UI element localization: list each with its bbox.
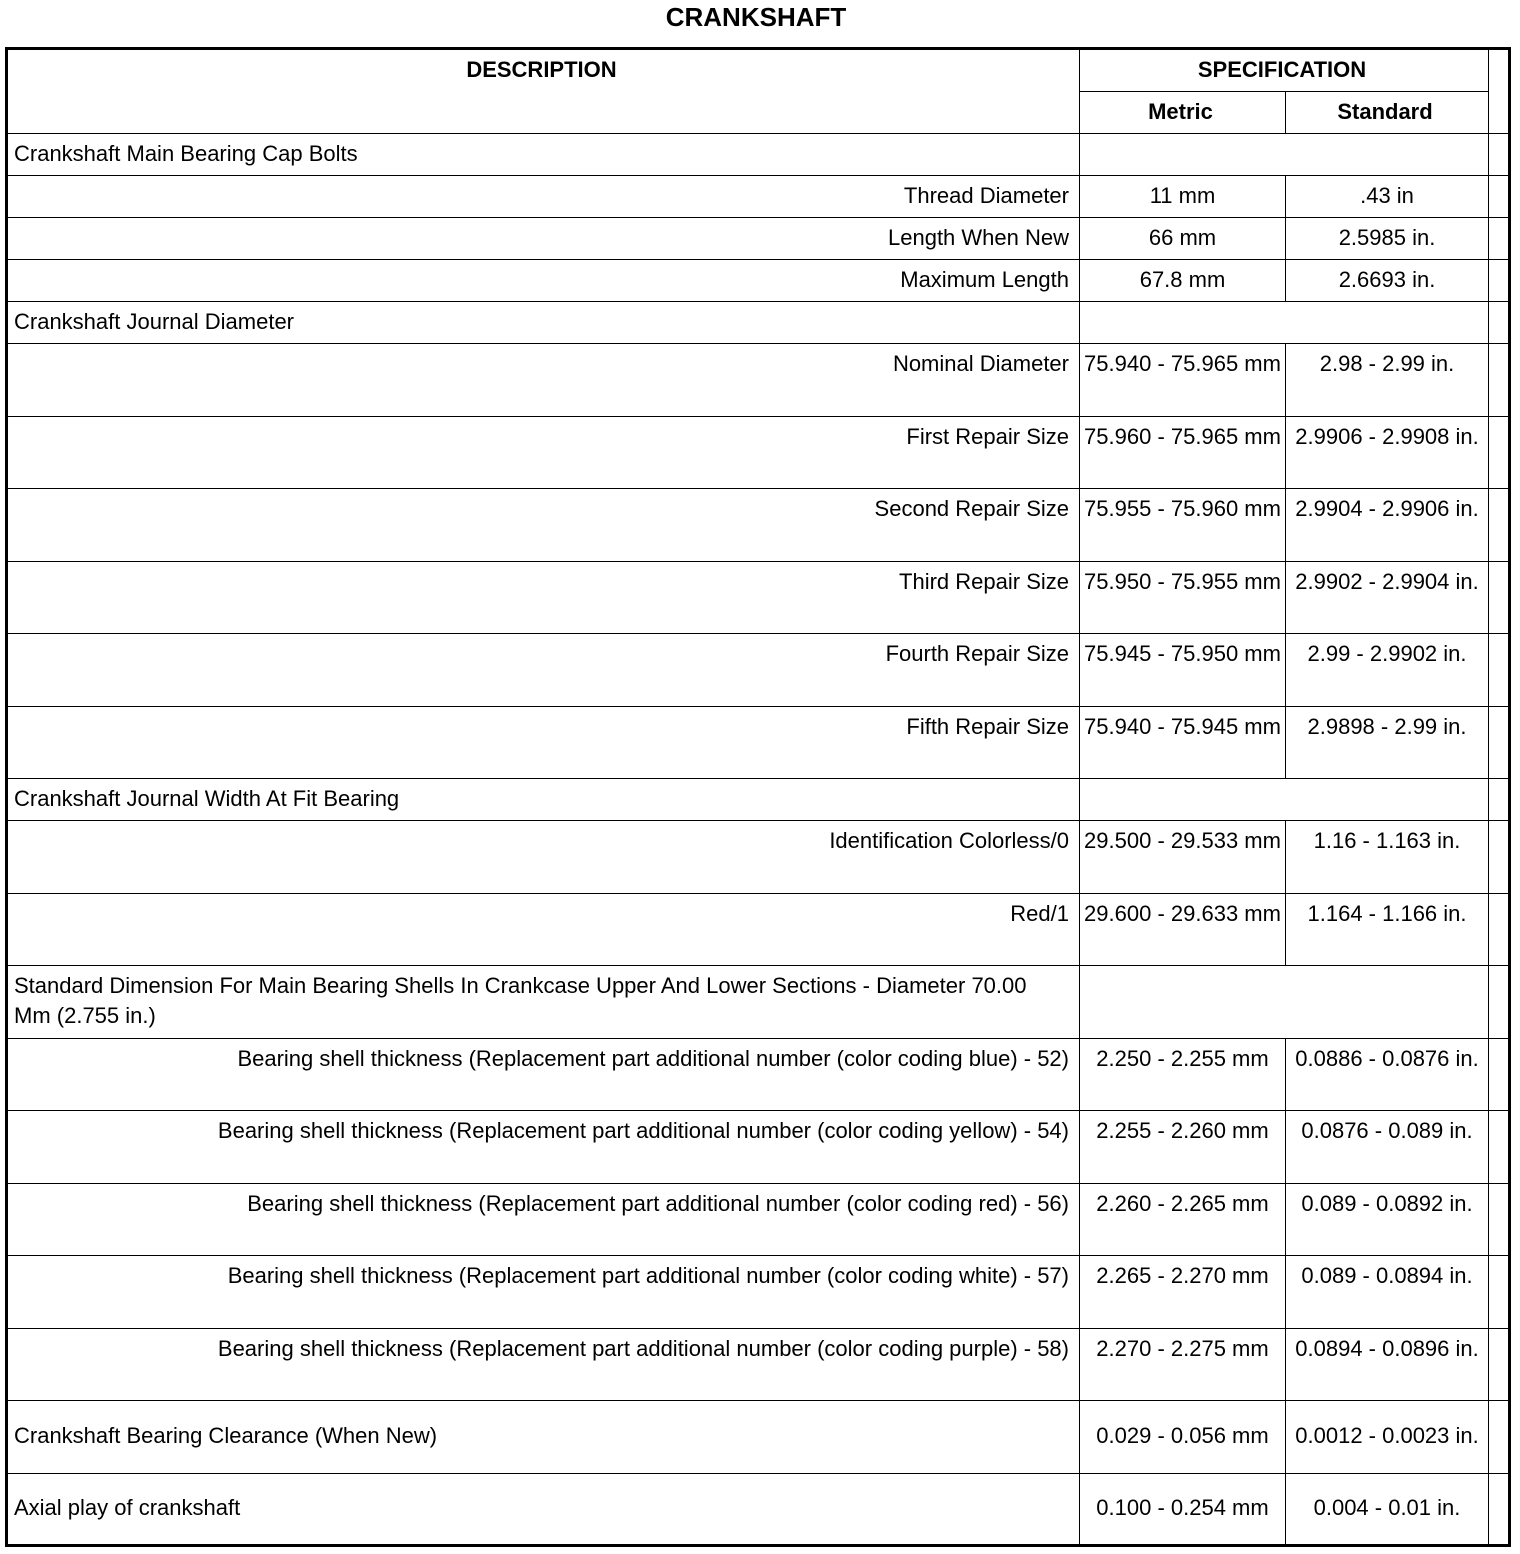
standard-value: 1.16 - 1.163 in. — [1286, 821, 1489, 894]
table-row — [7, 1328, 1510, 1401]
standard-value: 2.5985 in. — [1286, 218, 1489, 260]
description-cell: Standard Dimension For Main Bearing Shells In Crankcase Upper And Lower Sections - Diameter 70.00 Mm (2.755 in.) — [7, 966, 1080, 1039]
section-row — [7, 134, 1510, 176]
metric-value: 0.029 - 0.056 mm — [1080, 1401, 1286, 1474]
standard-value: 2.9898 - 2.99 in. — [1286, 706, 1489, 779]
description-cell: Thread Diameter — [7, 176, 1080, 218]
description-cell: Third Repair Size — [7, 561, 1080, 634]
description-cell: First Repair Size — [7, 416, 1080, 489]
spacer-cell — [1489, 218, 1510, 260]
standard-value: 2.9904 - 2.9906 in. — [1286, 489, 1489, 562]
description-cell: Crankshaft Journal Width At Fit Bearing — [7, 779, 1080, 821]
table-row — [7, 344, 1510, 417]
description-cell: Bearing shell thickness (Replacement part additional number (color coding purple) - 58) — [7, 1328, 1080, 1401]
standard-value: 0.0876 - 0.089 in. — [1286, 1111, 1489, 1184]
section-row — [7, 966, 1510, 1039]
metric-value: 75.960 - 75.965 mm — [1080, 416, 1286, 489]
spacer-cell — [1489, 706, 1510, 779]
description-cell: Crankshaft Journal Diameter — [7, 302, 1080, 344]
metric-value: 2.265 - 2.270 mm — [1080, 1256, 1286, 1329]
description-cell: Identification Colorless/0 — [7, 821, 1080, 894]
standard-value: 2.99 - 2.9902 in. — [1286, 634, 1489, 707]
spacer-cell — [1489, 260, 1510, 302]
standard-value: 0.089 - 0.0892 in. — [1286, 1183, 1489, 1256]
standard-value: 0.0886 - 0.0876 in. — [1286, 1038, 1489, 1111]
metric-value: 75.945 - 75.950 mm — [1080, 634, 1286, 707]
description-cell: Bearing shell thickness (Replacement part additional number (color coding red) - 56) — [7, 1183, 1080, 1256]
spacer-cell — [1489, 966, 1510, 1039]
description-cell: Crankshaft Main Bearing Cap Bolts — [7, 134, 1080, 176]
table-row — [7, 1111, 1510, 1184]
description-cell: Second Repair Size — [7, 489, 1080, 562]
spacer-cell — [1489, 893, 1510, 966]
metric-value: 75.950 - 75.955 mm — [1080, 561, 1286, 634]
standard-value: 0.0894 - 0.0896 in. — [1286, 1328, 1489, 1401]
table-row — [7, 489, 1510, 562]
spacer-cell — [1489, 489, 1510, 562]
description-cell: Fourth Repair Size — [7, 634, 1080, 707]
metric-value: 67.8 mm — [1080, 260, 1286, 302]
metric-value: 2.270 - 2.275 mm — [1080, 1328, 1286, 1401]
standard-value: 2.9906 - 2.9908 in. — [1286, 416, 1489, 489]
description-cell: Bearing shell thickness (Replacement part additional number (color coding blue) - 52) — [7, 1038, 1080, 1111]
spacer-cell — [1489, 1473, 1510, 1546]
spacer-cell — [1489, 821, 1510, 894]
metric-value: 75.940 - 75.945 mm — [1080, 706, 1286, 779]
section-row — [7, 779, 1510, 821]
standard-value: 0.0012 - 0.0023 in. — [1286, 1401, 1489, 1474]
table-row — [7, 1256, 1510, 1329]
spacer-cell — [1489, 1256, 1510, 1329]
spacer-cell — [1489, 1038, 1510, 1111]
table-row — [7, 561, 1510, 634]
description-cell: Bearing shell thickness (Replacement part additional number (color coding yellow) - 54) — [7, 1111, 1080, 1184]
table-row — [7, 218, 1510, 260]
standard-value: 0.089 - 0.0894 in. — [1286, 1256, 1489, 1329]
description-cell: Axial play of crankshaft — [7, 1473, 1080, 1546]
metric-value: 2.255 - 2.260 mm — [1080, 1111, 1286, 1184]
spacer-cell — [1489, 634, 1510, 707]
table-row — [7, 634, 1510, 707]
spacer-cell — [1489, 779, 1510, 821]
table-row — [7, 1183, 1510, 1256]
header-standard: Standard — [1286, 92, 1489, 134]
description-cell: Maximum Length — [7, 260, 1080, 302]
description-cell: Length When New — [7, 218, 1080, 260]
table-row — [7, 1401, 1510, 1474]
header-spacer — [1489, 49, 1510, 134]
spacer-cell — [1489, 344, 1510, 417]
metric-value: 29.500 - 29.533 mm — [1080, 821, 1286, 894]
table-row — [7, 1038, 1510, 1111]
spacer-cell — [1489, 1183, 1510, 1256]
description-cell: Fifth Repair Size — [7, 706, 1080, 779]
page-title: CRANKSHAFT — [665, 2, 847, 32]
standard-value: 1.164 - 1.166 in. — [1286, 893, 1489, 966]
spacer-cell — [1489, 302, 1510, 344]
crankshaft-spec-table — [5, 47, 1511, 1547]
table-row — [7, 416, 1510, 489]
spacer-cell — [1489, 416, 1510, 489]
metric-value: 11 mm — [1080, 176, 1286, 218]
spec-empty-cell — [1080, 302, 1489, 344]
header-metric: Metric — [1080, 92, 1286, 134]
header-description: DESCRIPTION — [7, 49, 1080, 134]
spec-empty-cell — [1080, 779, 1489, 821]
spec-empty-cell — [1080, 134, 1489, 176]
description-cell: Bearing shell thickness (Replacement part additional number (color coding white) - 57) — [7, 1256, 1080, 1329]
spacer-cell — [1489, 1401, 1510, 1474]
table-row — [7, 706, 1510, 779]
standard-value: .43 in — [1286, 176, 1489, 218]
table-row — [7, 1473, 1510, 1546]
description-cell: Crankshaft Bearing Clearance (When New) — [7, 1401, 1080, 1474]
header-specification: SPECIFICATION — [1080, 49, 1489, 92]
spacer-cell — [1489, 176, 1510, 218]
metric-value: 2.250 - 2.255 mm — [1080, 1038, 1286, 1111]
metric-value: 0.100 - 0.254 mm — [1080, 1473, 1286, 1546]
metric-value: 29.600 - 29.633 mm — [1080, 893, 1286, 966]
spacer-cell — [1489, 561, 1510, 634]
table-row — [7, 893, 1510, 966]
spacer-cell — [1489, 1328, 1510, 1401]
description-cell: Red/1 — [7, 893, 1080, 966]
standard-value: 0.004 - 0.01 in. — [1286, 1473, 1489, 1546]
spacer-cell — [1489, 134, 1510, 176]
standard-value: 2.98 - 2.99 in. — [1286, 344, 1489, 417]
description-cell: Nominal Diameter — [7, 344, 1080, 417]
spacer-cell — [1489, 1111, 1510, 1184]
standard-value: 2.9902 - 2.9904 in. — [1286, 561, 1489, 634]
metric-value: 2.260 - 2.265 mm — [1080, 1183, 1286, 1256]
table-row — [7, 821, 1510, 894]
metric-value: 75.955 - 75.960 mm — [1080, 489, 1286, 562]
table-row — [7, 176, 1510, 218]
table-row — [7, 260, 1510, 302]
metric-value: 75.940 - 75.965 mm — [1080, 344, 1286, 417]
standard-value: 2.6693 in. — [1286, 260, 1489, 302]
section-row — [7, 302, 1510, 344]
metric-value: 66 mm — [1080, 218, 1286, 260]
spec-empty-cell — [1080, 966, 1489, 1039]
